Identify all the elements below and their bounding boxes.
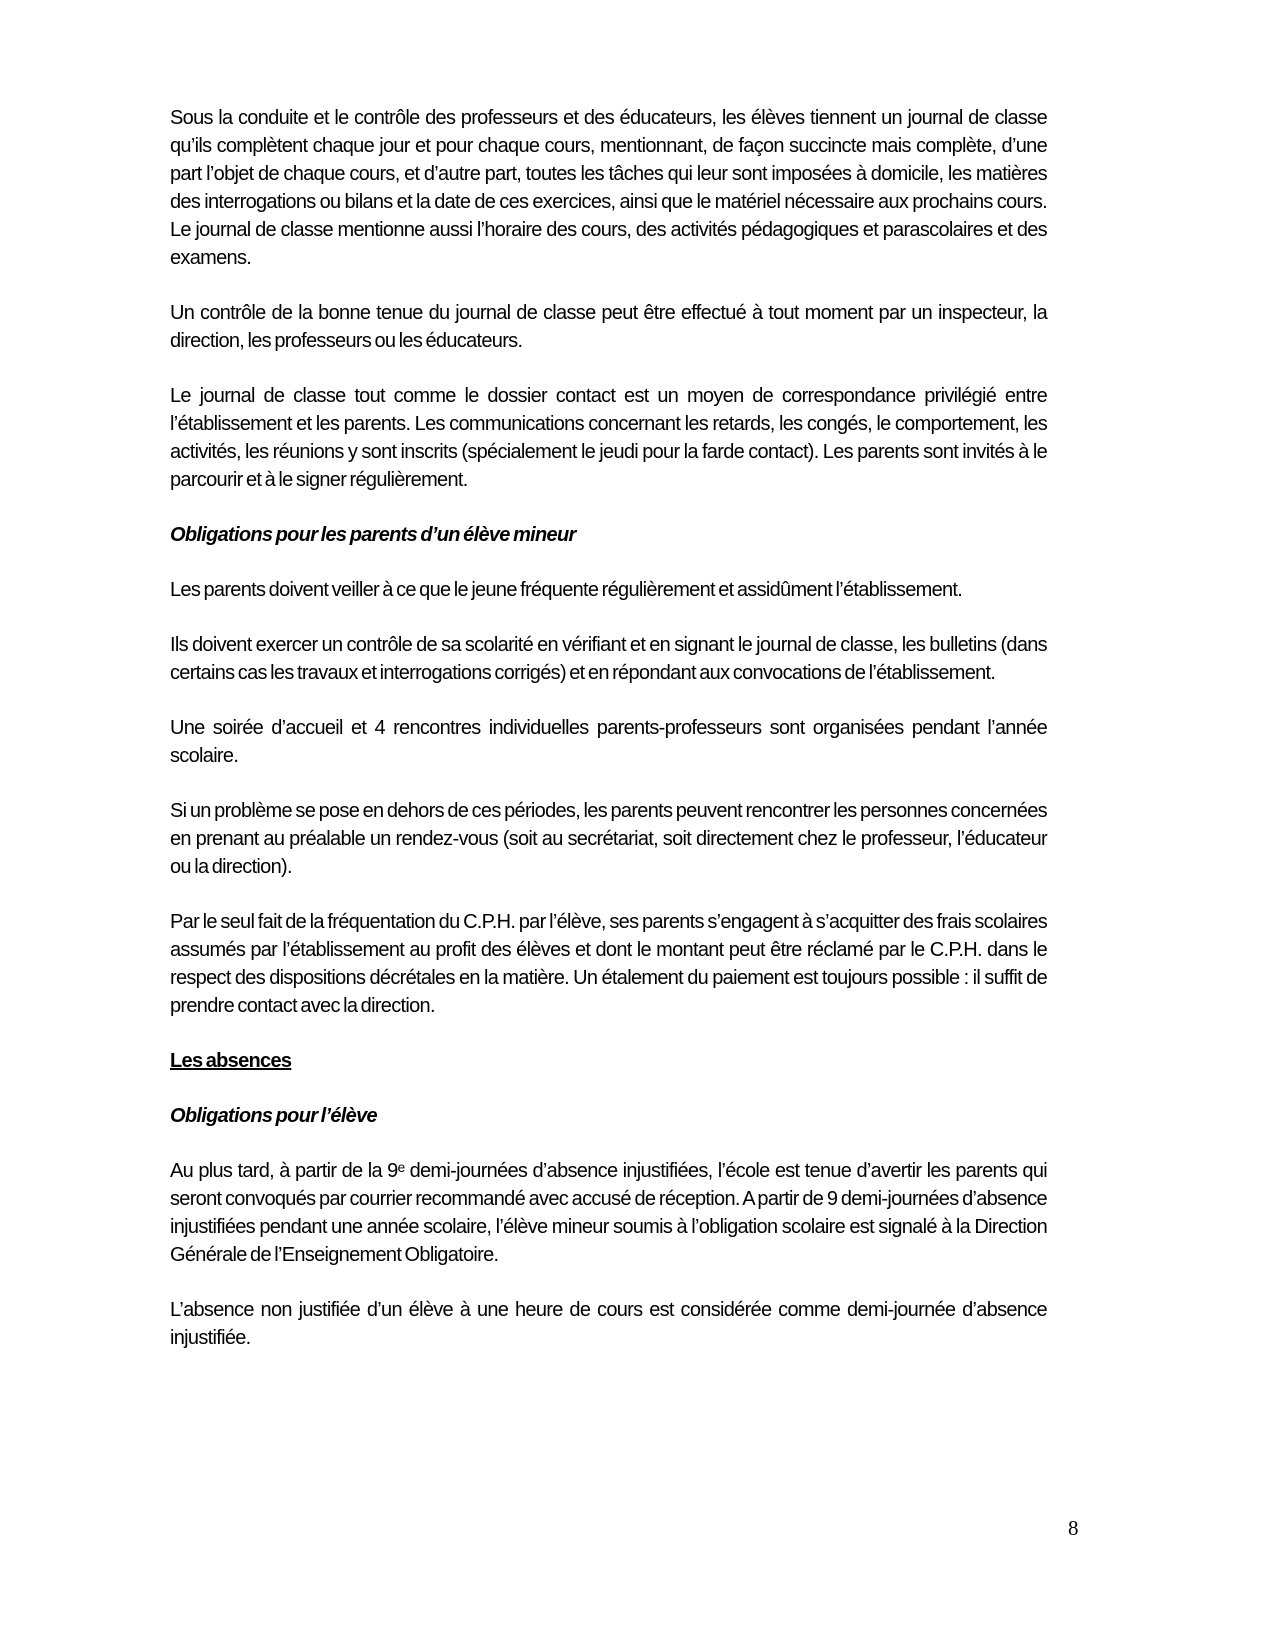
paragraph-rendez-vous: Si un problème se pose en dehors de ces périodes, les parents peuvent rencontrer les personnes concernées en prenant au préalable un rendez-vous (soit au secrétariat, soit directement chez le professeur, l’éducateur ou la direction). <box>170 800 1047 878</box>
paragraph-journal-de-classe: Sous la conduite et le contrôle des professeurs et des éducateurs, les élèves tiennent un journal de classe qu’ils complètent chaque jour et pour chaque cours, mentionnant, de façon succincte mais complète, d’une part l’objet de chaque cours, et d’autre part, toutes les tâches qui leur sont imposées à domicile, les matières des interrogations ou bilans et la date de ces exercices, ainsi que le matériel nécessaire aux prochains cours. Le journal de classe mentionne aussi l’horaire des cours, des activités pédagogiques et parascolaires et des examens. <box>170 107 1047 269</box>
page-number: 8 <box>1068 1516 1079 1540</box>
document-body <box>170 104 1047 1379</box>
paragraph-controle-journal: Un contrôle de la bonne tenue du journal de classe peut être effectué à tout moment par un inspecteur, la direction, les professeurs ou les éducateurs. <box>170 302 1047 352</box>
paragraph-frais-scolaires: Par le seul fait de la fréquentation du C.P.H. par l’élève, ses parents s’engagent à s’acquitter des frais scolaires assumés par l’établissement au profit des élèves et dont le montant peut être réclamé par le C.P.H. dans le respect des dispositions décrétales en la matière. Un étalement du paiement est toujours possible : il suffit de prendre contact avec la direction. <box>170 911 1047 1017</box>
paragraph-rencontres: Une soirée d’accueil et 4 rencontres individuelles parents-professeurs sont organisées pendant l’année scolaire. <box>170 717 1047 767</box>
heading-obligations-eleve: Obligations pour l’élève <box>170 1105 377 1127</box>
paragraph-frequentation: Les parents doivent veiller à ce que le jeune fréquente régulièrement et assidûment l’établissement. <box>170 579 963 601</box>
paragraph-correspondance: Le journal de classe tout comme le dossier contact est un moyen de correspondance privilégié entre l’établissement et les parents. Les communications concernant les retards, les congés, le comportement, les activités, les réunions y sont inscrits (spécialement le jeudi pour la farde contact). Les parents sont invités à le parcourir et à le signer régulièrement. <box>170 385 1047 491</box>
heading-les-absences: Les absences <box>170 1050 292 1072</box>
paragraph-controle-scolarite: Ils doivent exercer un contrôle de sa scolarité en vérifiant et en signant le journal de classe, les bulletins (dans certains cas les travaux et interrogations corrigés) et en répondant aux convocations de l’établissement. <box>170 634 1047 684</box>
heading-obligations-parents: Obligations pour les parents d’un élève mineur <box>170 524 576 546</box>
paragraph-absences-injustifiees: Au plus tard, à partir de la 9ᵉ demi-journées d’absence injustifiées, l’école est tenue d’avertir les parents qui seront convoqués par courrier recommandé avec accusé de réception. A partir de 9 demi-journées d’absence injustifiées pendant une année scolaire, l’élève mineur soumis à l’obligation scolaire est signalé à la Direction Générale de l’Enseignement Obligatoire. <box>170 1160 1047 1266</box>
paragraph-demi-journee: L’absence non justifiée d’un élève à une heure de cours est considérée comme demi-journée d’absence injustifiée. <box>170 1299 1047 1349</box>
